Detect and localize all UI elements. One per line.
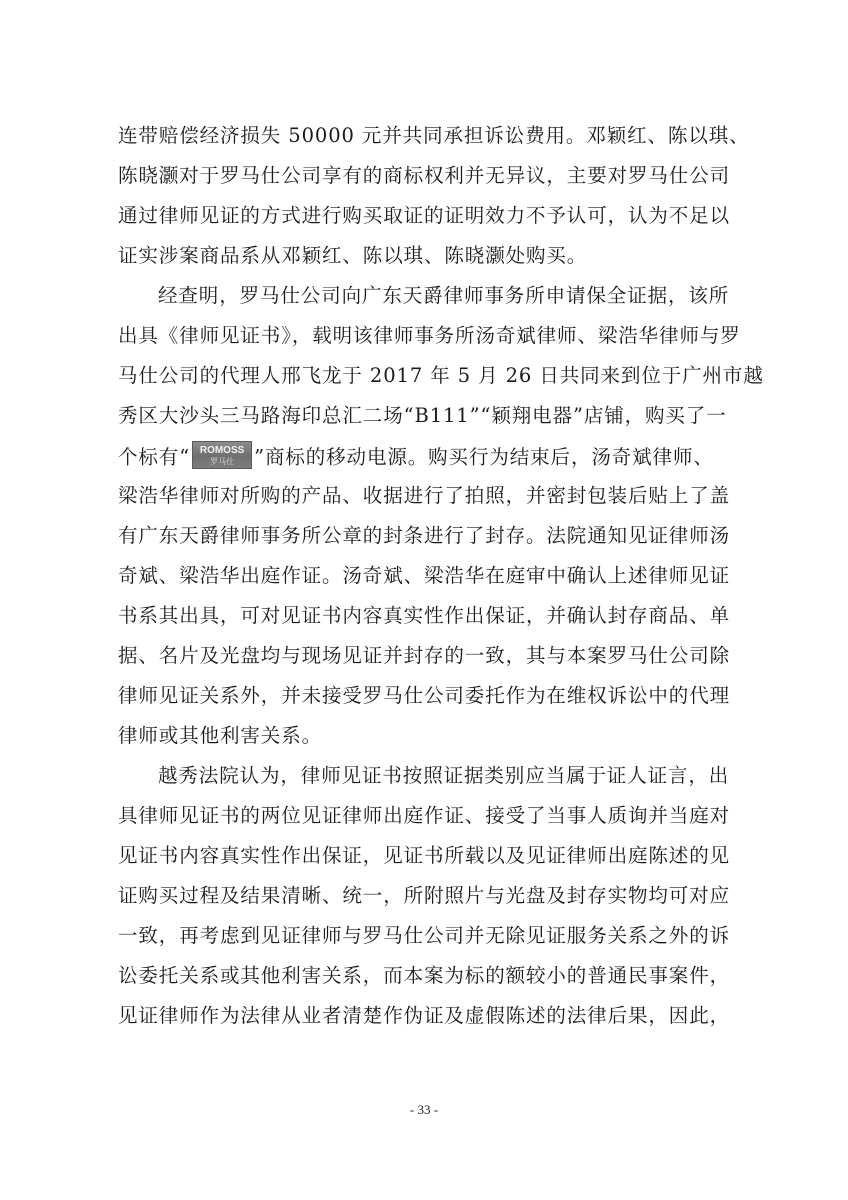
romoss-logo-image <box>192 441 252 469</box>
logo-brand: ROMOSS <box>199 445 245 456</box>
logo-line-after: ”商标的移动电源。购买行为结束后，汤奇斌律师、 <box>254 445 714 469</box>
text-line: 马仕公司的代理人邢飞龙于 2017 年 5 月 26 日共同来到位于广州市越 <box>118 364 764 387</box>
text-line: 律师或其他利害关系。 <box>118 724 323 747</box>
text-line: 一致，再考虑到见证律师与罗马仕公司并无除见证服务关系之外的诉 <box>118 924 731 947</box>
text-line: 出具《律师见证书》，载明该律师事务所汤奇斌律师、梁浩华律师与罗 <box>118 324 741 347</box>
page-number: - 33 - <box>409 1102 439 1117</box>
text-line: 通过律师见证的方式进行购买取证的证明效力不予认可，认为不足以 <box>118 204 731 227</box>
paragraph-start-line: 越秀法院认为，律师见证书按照证据类别应当属于证人证言，出 <box>158 764 730 787</box>
text-line: 据、名片及光盘均与现场见证并封存的一致，其与本案罗马仕公司除 <box>118 644 731 667</box>
text-line: 律师见证关系外，并未接受罗马仕公司委托作为在维权诉讼中的代理 <box>118 684 731 707</box>
text-line: 陈晓灏对于罗马仕公司享有的商标权利并无异议，主要对罗马仕公司 <box>118 164 731 187</box>
logo-sub: 罗马仕 <box>210 457 235 466</box>
text-line: 见证书内容真实性作出保证，见证书所载以及见证律师出庭陈述的见 <box>118 844 731 867</box>
text-line: 秀区大沙头三马路海印总汇二场“B111”“颖翔电器”店铺，购买了一 <box>118 404 727 427</box>
text-line: 梁浩华律师对所购的产品、收据进行了拍照，并密封包装后贴上了盖 <box>118 484 731 507</box>
text-line: 证实涉案商品系从邓颖红、陈以琪、陈晓灏处购买。 <box>118 244 588 267</box>
text-line: 连带赔偿经济损失 50000 元并共同承担诉讼费用。邓颖红、陈以琪、 <box>118 124 750 147</box>
paragraph-start-line: 经查明，罗马仕公司向广东天爵律师事务所申请保全证据，该所 <box>158 284 730 307</box>
text-line: 讼委托关系或其他利害关系，而本案为标的额较小的普通民事案件， <box>118 964 731 987</box>
logo-line-before: 个标有“ <box>118 445 191 469</box>
text-line-with-logo <box>118 444 714 472</box>
text-line: 书系其出具，可对见证书内容真实性作出保证，并确认封存商品、单 <box>118 604 731 627</box>
text-line: 证购买过程及结果清晰、统一，所附照片与光盘及封存实物均可对应 <box>118 884 731 907</box>
text-line: 奇斌、梁浩华出庭作证。汤奇斌、梁浩华在庭审中确认上述律师见证 <box>118 564 731 587</box>
text-line: 具律师见证书的两位见证律师出庭作证、接受了当事人质询并当庭对 <box>118 804 731 827</box>
text-line: 见证律师作为法律从业者清楚作伪证及虚假陈述的法律后果，因此， <box>118 1004 731 1027</box>
text-line: 有广东天爵律师事务所公章的封条进行了封存。法院通知见证律师汤 <box>118 524 731 547</box>
